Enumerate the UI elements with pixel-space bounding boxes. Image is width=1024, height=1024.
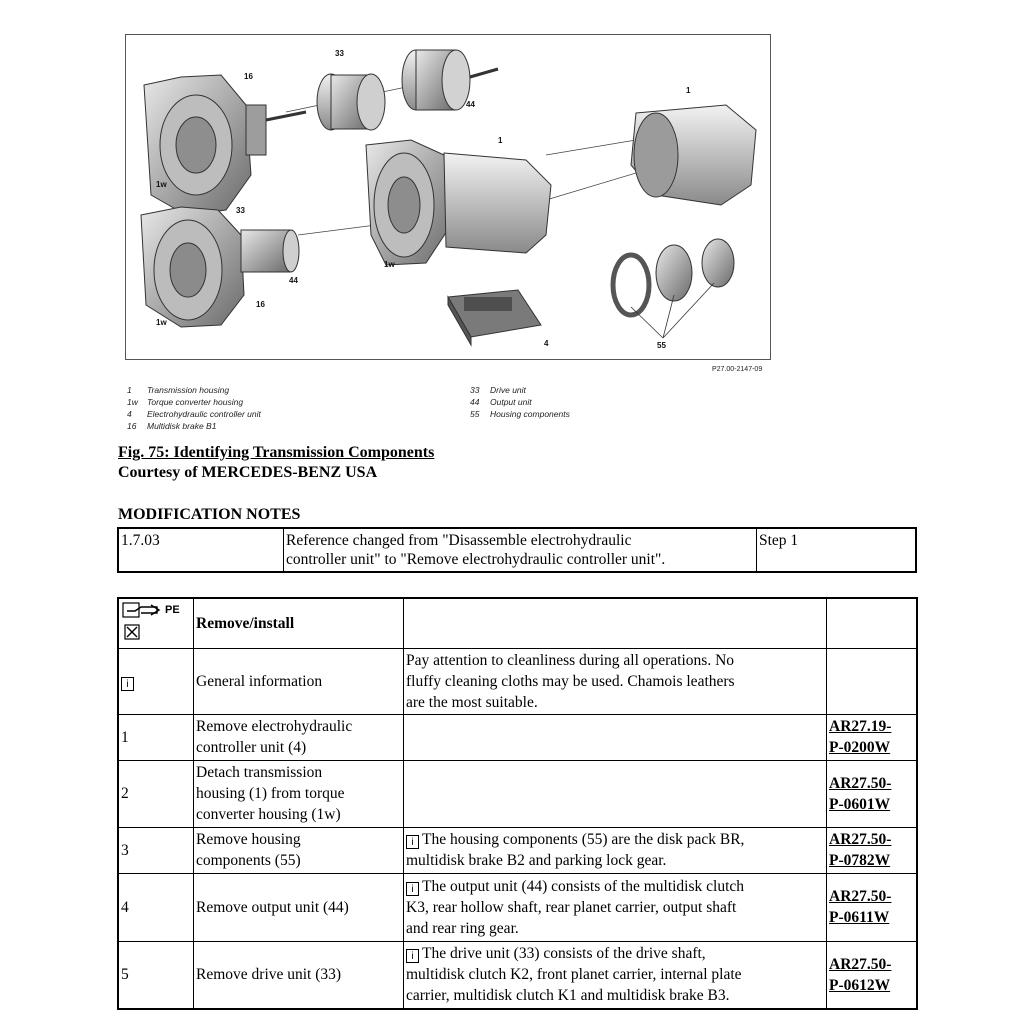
step-number: 5 <box>118 941 194 1009</box>
step-action: Remove output unit (44) <box>194 873 404 941</box>
callout-1w-bottom: 1w <box>156 318 167 327</box>
step-note <box>404 714 827 760</box>
legend-item: 55 Housing components <box>470 409 570 419</box>
step-number: 1 <box>118 714 194 760</box>
transmission-exploded-diagram <box>126 35 770 359</box>
step-reference-link[interactable]: AR27.50- P-0782W <box>827 827 918 873</box>
mod-step: Step 1 <box>757 528 917 572</box>
step-note: i The output unit (44) consists of the multidisk clutch K3, rear hollow shaft, rear planet carrier, output shaft and rear ring gear. <box>404 873 827 941</box>
step-action: Remove drive unit (33) <box>194 941 404 1009</box>
general-info-icon-cell <box>118 648 194 714</box>
housing-components <box>613 239 734 338</box>
step-reference-link[interactable]: AR27.50- P-0612W <box>827 941 918 1009</box>
assembly-top-left <box>144 75 306 215</box>
step-action: Detach transmission housing (1) from torque converter housing (1w) <box>194 760 404 827</box>
legend-item: 44 Output unit <box>470 397 532 407</box>
callout-16-top: 16 <box>244 72 253 81</box>
modification-notes-heading: MODIFICATION NOTES <box>118 506 301 523</box>
callout-1-right: 1 <box>686 86 691 95</box>
drive-unit-top <box>317 74 385 130</box>
info-icon: i <box>406 949 419 963</box>
callout-33-bottom: 33 <box>236 206 245 215</box>
step-note: i The housing components (55) are the disk pack BR, multidisk brake B2 and parking lock gear. <box>404 827 827 873</box>
remove-install-icon <box>121 599 191 643</box>
figure-courtesy: Courtesy of MERCEDES-BENZ USA <box>118 464 378 481</box>
procedure-header-note <box>404 598 827 648</box>
callout-1w-center: 1w <box>384 260 395 269</box>
step-reference-link[interactable]: AR27.50- P-0611W <box>827 873 918 941</box>
assembly-bottom-left <box>141 207 299 327</box>
procedure-title: Remove/install <box>194 598 404 648</box>
step-action: Remove electrohydraulic controller unit (4) <box>194 714 404 760</box>
table-header-row <box>118 598 917 648</box>
table-row <box>118 873 917 941</box>
callout-16-bottom: 16 <box>256 300 265 309</box>
step-reference-link[interactable]: AR27.19- P-0200W <box>827 714 918 760</box>
step-number: 3 <box>118 827 194 873</box>
pe-icon-cell <box>118 598 194 648</box>
legend-item: 4 Electrohydraulic controller unit <box>127 409 261 419</box>
controller-unit <box>448 290 541 345</box>
step-note: i The drive unit (33) consists of the drive shaft, multidisk clutch K2, front planet carrier, internal plate carrier, multidisk clutch K1 and multidisk brake B3. <box>404 941 827 1009</box>
table-row <box>118 827 917 873</box>
transmission-housing-right <box>631 105 756 205</box>
general-info-ref <box>827 648 918 714</box>
table-row <box>118 714 917 760</box>
table-row <box>118 760 917 827</box>
figure-legend-right <box>466 384 570 420</box>
general-info-title: General information <box>194 648 404 714</box>
assembly-center <box>366 140 551 265</box>
table-row <box>118 941 917 1009</box>
table-row <box>118 528 916 572</box>
legend-item: 1w Torque converter housing <box>127 397 244 407</box>
step-note <box>404 760 827 827</box>
step-reference-link[interactable]: AR27.50- P-0601W <box>827 760 918 827</box>
legend-item: 16 Multidisk brake B1 <box>127 421 217 431</box>
info-icon: i <box>406 835 419 849</box>
step-number: 2 <box>118 760 194 827</box>
callout-33-top: 33 <box>335 49 344 58</box>
callout-1-center: 1 <box>498 136 503 145</box>
callout-55: 55 <box>657 341 666 350</box>
callout-44-top: 44 <box>466 100 475 109</box>
figure-code: P27.00-2147-09 <box>712 366 763 373</box>
figure-legend-left <box>123 384 261 432</box>
transmission-figure <box>125 34 771 360</box>
table-row <box>118 648 917 714</box>
info-icon: i <box>121 677 134 691</box>
output-unit-top <box>402 50 498 110</box>
callout-4: 4 <box>544 339 549 348</box>
legend-item: 33 Drive unit <box>470 385 526 395</box>
legend-item: 1 Transmission housing <box>127 385 230 395</box>
info-icon: i <box>406 882 419 896</box>
modification-notes-table <box>117 527 917 573</box>
figure-caption: Fig. 75: Identifying Transmission Components <box>118 444 435 461</box>
mod-change: Reference changed from "Disassemble electrohydraulic controller unit" to "Remove electrohydraulic controller unit". <box>284 528 757 572</box>
pe-label: PE <box>165 604 180 616</box>
step-action: Remove housing components (55) <box>194 827 404 873</box>
step-number: 4 <box>118 873 194 941</box>
callout-44-bottom: 44 <box>289 276 298 285</box>
mod-date: 1.7.03 <box>118 528 284 572</box>
callout-1w-top: 1w <box>156 180 167 189</box>
procedure-table <box>117 597 918 1010</box>
general-info-note: Pay attention to cleanliness during all operations. No fluffy cleaning cloths may be used. Chamois leathers are the most suitable. <box>404 648 827 714</box>
procedure-header-ref <box>827 598 918 648</box>
